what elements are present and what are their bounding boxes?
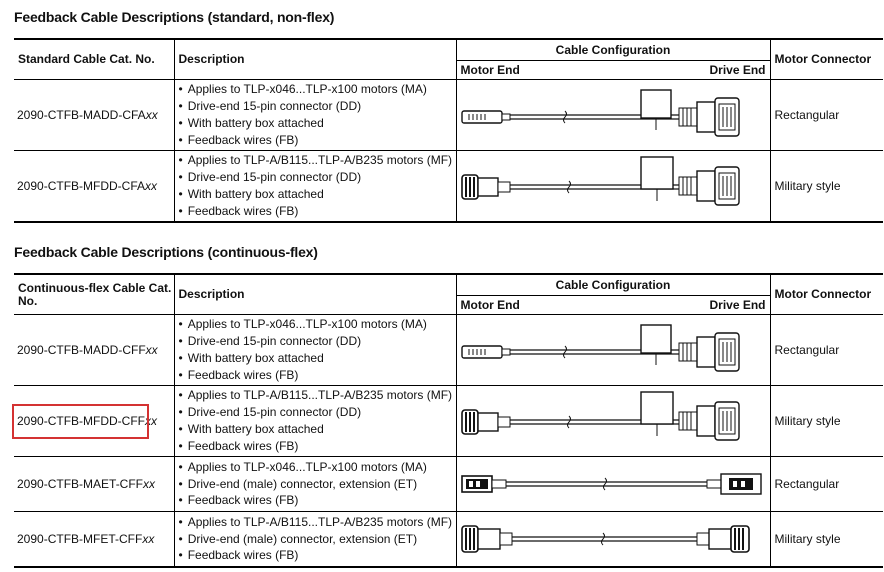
- motor-connector-cell: Rectangular: [770, 457, 883, 512]
- description-item: • Feedback wires (FB): [179, 547, 456, 564]
- table-row: [14, 512, 883, 568]
- description-item: • Applies to TLP-x046...TLP-x100 motors (MA): [179, 459, 456, 476]
- col-header-cable-config: Cable Configuration: [456, 39, 770, 61]
- col-header-cable-config: Cable Configuration: [456, 274, 770, 296]
- description-item: • Feedback wires (FB): [179, 438, 456, 455]
- cable-config-image-cell: [456, 512, 770, 568]
- drive-end-label: Drive End: [709, 63, 766, 77]
- description-cell: [174, 80, 456, 151]
- cable-config-image-cell: [456, 151, 770, 223]
- description-item: • Feedback wires (FB): [179, 367, 456, 384]
- description-item: • Drive-end 15-pin connector (DD): [179, 404, 456, 421]
- military-battery-cable-diagram: [457, 386, 769, 456]
- rectangular-extension-cable-diagram: [457, 457, 769, 511]
- description-item: • Applies to TLP-A/B115...TLP-A/B235 motors (MF): [179, 387, 456, 404]
- description-item: • Feedback wires (FB): [179, 492, 456, 509]
- table-row: [14, 457, 883, 512]
- description-item: • Drive-end (male) connector, extension (ET): [179, 531, 456, 548]
- description-item: • Feedback wires (FB): [179, 132, 456, 149]
- col-header-cat-no: Continuous-flex Cable Cat. No.: [14, 274, 174, 315]
- table-row: [14, 80, 883, 151]
- description-cell: [174, 386, 456, 457]
- description-item: • Drive-end (male) connector, extension (ET): [179, 476, 456, 493]
- description-item: • With battery box attached: [179, 421, 456, 438]
- table-row: [14, 315, 883, 386]
- cable-config-image-cell: [456, 457, 770, 512]
- description-cell: [174, 457, 456, 512]
- motor-connector-cell: Military style: [770, 512, 883, 568]
- cat-no-cell: 2090-CTFB-MADD-CFFxx: [14, 315, 174, 386]
- description-item: • With battery box attached: [179, 115, 456, 132]
- rectangular-battery-cable-diagram: [457, 80, 769, 150]
- cat-no-cell: 2090-CTFB-MFET-CFFxx: [14, 512, 174, 568]
- motor-drive-end-header: [456, 296, 770, 315]
- description-item: • Applies to TLP-x046...TLP-x100 motors (MA): [179, 81, 456, 98]
- cat-no-cell: 2090-CTFB-MFDD-CFFxx: [14, 386, 174, 457]
- section-title-continuous-flex: Feedback Cable Descriptions (continuous-flex): [14, 244, 318, 260]
- description-item: • Applies to TLP-A/B115...TLP-A/B235 motors (MF): [179, 152, 456, 169]
- cat-no-cell: 2090-CTFB-MAET-CFFxx: [14, 457, 174, 512]
- motor-connector-cell: Military style: [770, 151, 883, 223]
- cable-config-image-cell: [456, 386, 770, 457]
- col-header-motor-connector: Motor Connector: [770, 39, 883, 80]
- drive-end-label: Drive End: [709, 298, 766, 312]
- description-item: • Applies to TLP-A/B115...TLP-A/B235 motors (MF): [179, 514, 456, 531]
- description-item: • Feedback wires (FB): [179, 203, 456, 220]
- cable-config-image-cell: [456, 315, 770, 386]
- military-battery-cable-diagram: [457, 151, 769, 221]
- description-item: • Drive-end 15-pin connector (DD): [179, 169, 456, 186]
- table-row: [14, 151, 883, 223]
- motor-end-label: Motor End: [460, 298, 520, 312]
- cat-no-cell: 2090-CTFB-MFDD-CFAxx: [14, 151, 174, 223]
- description-item: • With battery box attached: [179, 350, 456, 367]
- description-item: • Applies to TLP-x046...TLP-x100 motors (MA): [179, 316, 456, 333]
- standard-cable-table: [14, 38, 883, 223]
- col-header-cat-no: Standard Cable Cat. No.: [14, 39, 174, 80]
- col-header-motor-connector: Motor Connector: [770, 274, 883, 315]
- description-item: • Drive-end 15-pin connector (DD): [179, 333, 456, 350]
- motor-end-label: Motor End: [460, 63, 520, 77]
- col-header-description: Description: [174, 39, 456, 80]
- motor-connector-cell: Military style: [770, 386, 883, 457]
- section-title-standard: Feedback Cable Descriptions (standard, non-flex): [14, 9, 335, 25]
- rectangular-battery-cable-diagram: [457, 315, 769, 385]
- military-extension-cable-diagram: [457, 512, 769, 566]
- col-header-description: Description: [174, 274, 456, 315]
- motor-connector-cell: Rectangular: [770, 80, 883, 151]
- description-cell: [174, 151, 456, 223]
- highlight-box: [12, 404, 149, 439]
- description-item: • Drive-end 15-pin connector (DD): [179, 98, 456, 115]
- description-item: • With battery box attached: [179, 186, 456, 203]
- motor-connector-cell: Rectangular: [770, 315, 883, 386]
- description-cell: [174, 315, 456, 386]
- description-cell: [174, 512, 456, 568]
- motor-drive-end-header: [456, 61, 770, 80]
- cable-config-image-cell: [456, 80, 770, 151]
- cat-no-cell: 2090-CTFB-MADD-CFAxx: [14, 80, 174, 151]
